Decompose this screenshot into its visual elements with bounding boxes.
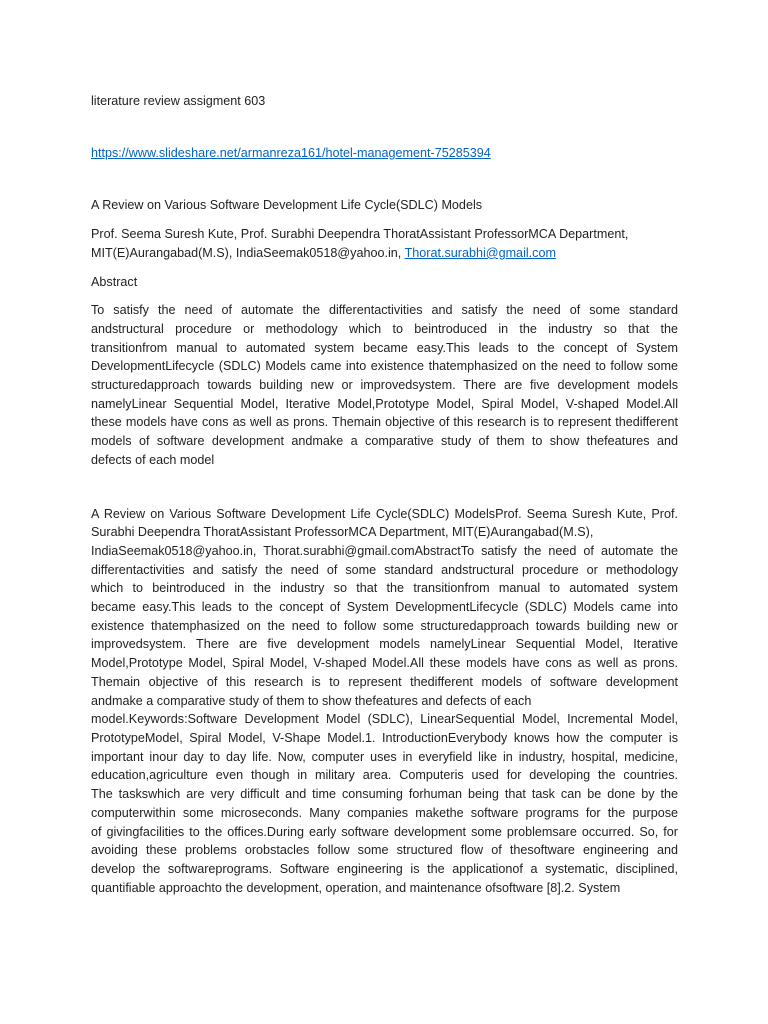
abstract-line: To satisfy the need of automate the differentactivities and satisfy the need of some standard (91, 303, 678, 318)
abstract-line: DevelopmentLifecycle (SDLC) Models came into existence thatemphasized on the need to follow some (91, 359, 678, 374)
body-line: A Review on Various Software Development Life Cycle(SDLC) ModelsProf. Seema Suresh Kute, Prof. (91, 506, 678, 521)
body-line: existence thatemphasized on the need to follow some structuredapproach towards building new or (91, 618, 678, 633)
body-line: avoiding these problems orobstacles follow some structured flow of thesoftware engineering and (91, 843, 678, 858)
source-url-link[interactable]: https://www.slideshare.net/armanreza161/hotel-management-75285394 (91, 145, 491, 160)
abstract-line: structuredapproach towards building new or improvedsystem. There are five development models (91, 378, 678, 393)
authors-line-2-text: MIT(E)Aurangabad(M.S), IndiaSeemak0518@yahoo.in, (91, 245, 405, 260)
body-line: Model,Prototype Model, Spiral Model, V-shaped Model.All these models have cons as well as prons. (91, 656, 678, 671)
body-line: Surabhi Deependra ThoratAssistant ProfessorMCA Department, MIT(E)Aurangabad(M.S), (91, 525, 594, 540)
abstract-line: transitionfrom manual to automated system became easy.This leads to the concept of System (91, 340, 678, 355)
abstract-paragraph (91, 301, 678, 469)
abstract-line: these models have cons as well as prons. Themain objective of this research is to represent thedifferent (91, 415, 678, 430)
body-line: which to beintroduced in the industry so that the transitionfrom manual to automated system (91, 581, 678, 596)
body-line: model.Keywords:Software Development Model (SDLC), LinearSequential Model, Incremental Model, (91, 712, 678, 727)
body-line: computerwithin some microseconds. Many companies makethe software programs for the purpose (91, 805, 678, 820)
body-line: important inour day to day life. Now, computer uses in everyfield like in industry, hospital, medicine, (91, 749, 678, 764)
body-paragraph (91, 505, 678, 898)
body-line: differentactivities and satisfy the need of some standard andstructural procedure or methodology (91, 562, 678, 577)
body-line: IndiaSeemak0518@yahoo.in, Thorat.surabhi@gmail.comAbstractTo satisfy the need of automate the (91, 543, 678, 558)
email-link[interactable]: Thorat.surabhi@gmail.com (404, 245, 556, 260)
body-line: Themain objective of this research is to represent thedifferent models of software development (91, 674, 678, 689)
body-line: The taskswhich are very difficult and time consuming forhuman being that task can be done by the (91, 787, 678, 802)
authors-line-1: Prof. Seema Suresh Kute, Prof. Surabhi Deependra ThoratAssistant ProfessorMCA Department, (91, 227, 629, 242)
abstract-line: namelyLinear Sequential Model, Iterative Model,Prototype Model, Spiral Model, V-shaped Model.All (91, 396, 678, 411)
body-line: improvedsystem. There are five development models namelyLinear Sequential Model, Iterative (91, 637, 678, 652)
authors-line-2 (91, 244, 678, 263)
document-header: literature review assigment 603 (91, 94, 266, 108)
abstract-line: defects of each model (91, 452, 215, 467)
body-line: of givingfacilities to the offices.During early software development some problemsare occurred. So, for (91, 824, 678, 839)
abstract-line: andstructural procedure or methodology which to beintroduced in the industry so that the (91, 321, 678, 336)
document-page (91, 92, 678, 897)
paper-title: A Review on Various Software Development Life Cycle(SDLC) Models (91, 198, 483, 213)
body-line: develop the softwareprograms. Software engineering is the applicationof a systematic, disciplined, (91, 861, 678, 876)
abstract-heading: Abstract (91, 274, 138, 289)
body-line: education,agriculture even though in military area. Computeris used for developing the countries. (91, 768, 678, 783)
body-line: PrototypeModel, Spiral Model, V-Shape Model.1. IntroductionEverybody knows how the computer is (91, 730, 678, 745)
authors-block (91, 225, 678, 262)
body-line: andmake a comparative study of them to show thefeatures and defects of each (91, 693, 532, 708)
body-line: quantifiable approachto the development, operation, and maintenance ofsoftware [8].2. System (91, 880, 621, 895)
abstract-line: models of software development andmake a comparative study of them to show thefeatures and (91, 434, 678, 449)
body-line: became easy.This leads to the concept of System DevelopmentLifecycle (SDLC) Models came into (91, 600, 678, 615)
